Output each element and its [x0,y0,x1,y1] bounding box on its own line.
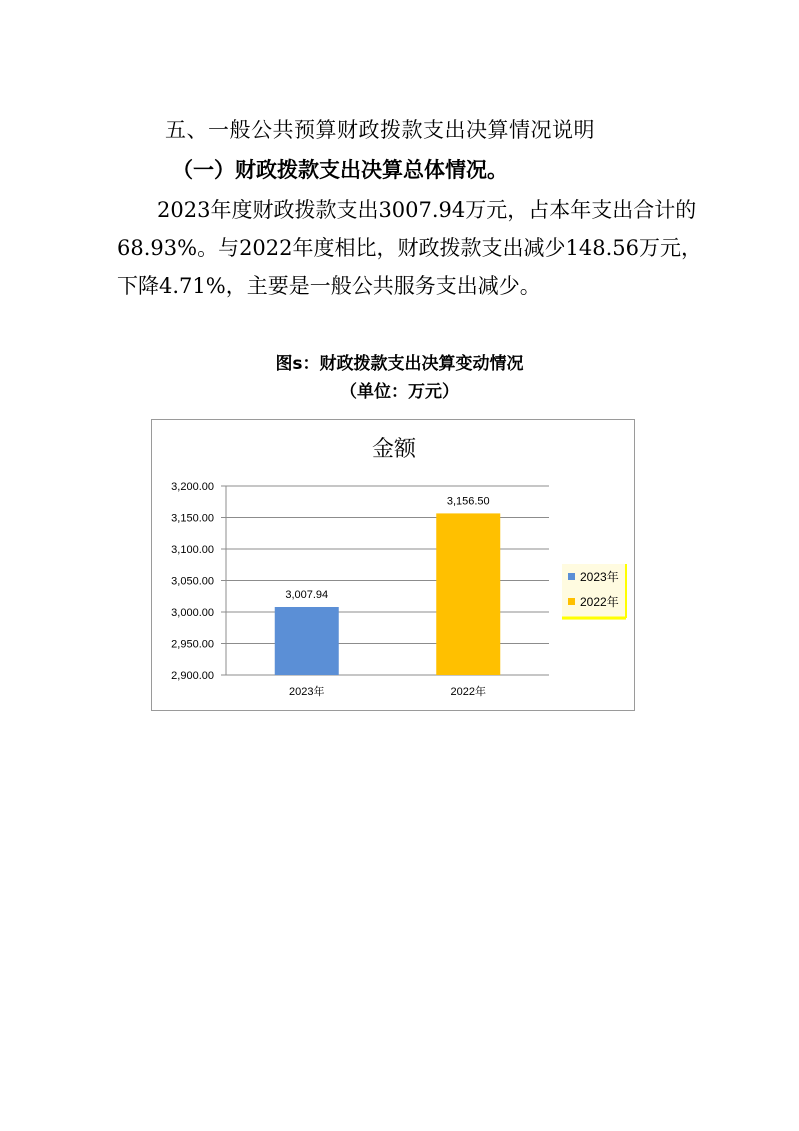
bar-2022年 [436,513,500,675]
y-tick-label: 3,100.00 [171,544,214,556]
bar-chart [152,420,634,710]
y-tick-label: 3,000.00 [171,607,214,619]
paragraph-line: 下降4.71%，主要是一般公共服务支出减少。 [117,274,541,298]
legend-swatch [568,573,575,580]
body-paragraph [117,191,702,305]
y-tick-label: 3,200.00 [171,481,214,493]
chart-frame [151,419,635,711]
y-tick-label: 2,950.00 [171,638,214,651]
paragraph-line: 2023年度财政拨款支出3007.94万元，占本年支出合计的 [157,198,697,222]
x-tick-label: 2022年 [450,686,486,698]
y-tick-label: 3,150.00 [171,512,214,525]
chart-title: 金额 [371,436,417,461]
data-label: 3,007.94 [285,588,329,601]
figure-title: 图s：财政拨款支出决算变动情况 [275,354,524,374]
legend-swatch [568,598,575,605]
y-tick-label: 3,050.00 [171,575,214,588]
legend-label: 2022年 [580,595,619,609]
x-tick-label: 2023年 [289,686,325,698]
figure-unit: （单位：万元） [340,382,459,402]
subsection-heading: （一）财政拨款支出决算总体情况。 [172,158,508,182]
bar-2023年 [275,607,339,675]
y-tick-label: 2,900.00 [171,670,214,682]
paragraph-line: 68.93%。与2022年度相比，财政拨款支出减少148.56万元， [117,236,702,260]
data-label: 3,156.50 [446,495,490,508]
section-heading: 五、一般公共预算财政拨款支出决算情况说明 [165,118,595,142]
legend-label: 2023年 [580,570,619,584]
